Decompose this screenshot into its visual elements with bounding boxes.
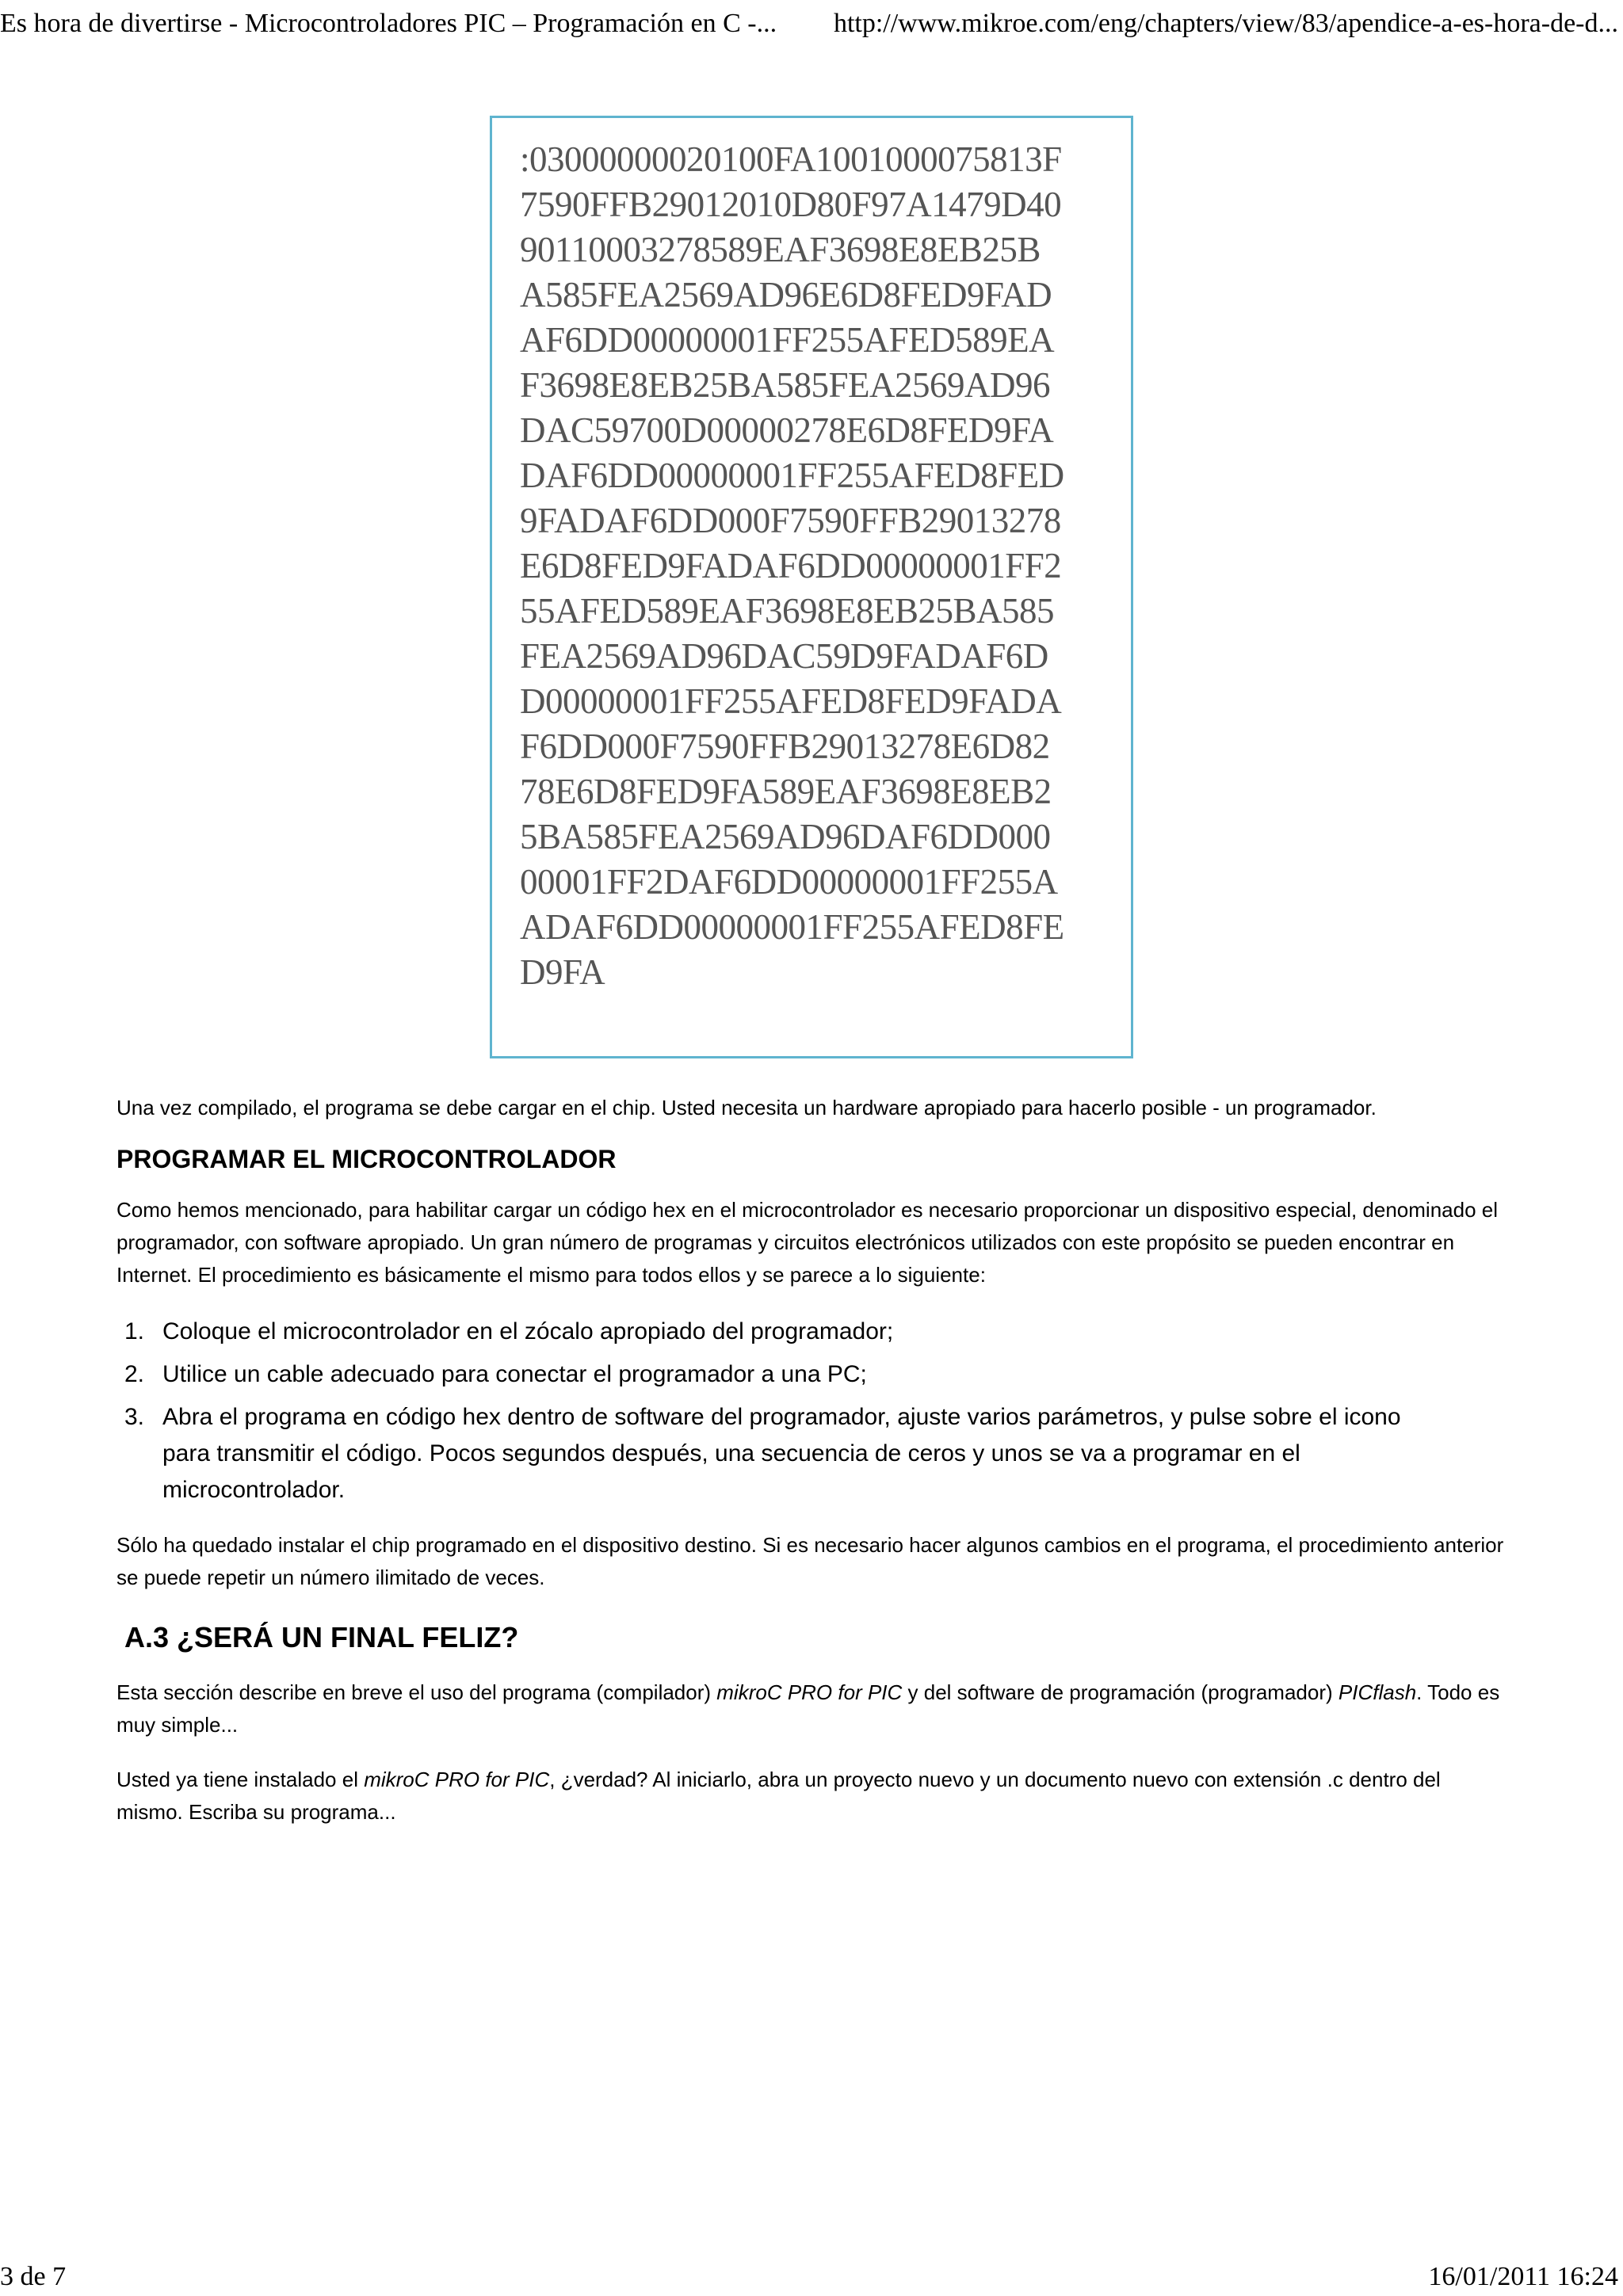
list-item (116, 1399, 1423, 1508)
hex-line: F3698E8EB25BA585FEA2569AD96 (520, 365, 1051, 405)
hex-line: 90110003278589EAF3698E8EB25B (520, 230, 1041, 269)
hex-line: DAC59700D00000278E6D8FED9FA (520, 410, 1054, 450)
mikroc-installed-paragraph (116, 1764, 1511, 1829)
mikroc-product-name: mikroC PRO for PIC (716, 1680, 903, 1704)
hex-line: 00001FF2DAF6DD00000001FF255A (520, 862, 1058, 902)
list-item-text: Utilice un cable adecuado para conectar el programador a una PC; (162, 1361, 867, 1387)
hex-line: ADAF6DD00000001FF255AFED8FE (520, 907, 1064, 947)
a3-heading: A.3 ¿SERÁ UN FINAL FELIZ? (124, 1621, 519, 1653)
hex-line: D00000001FF255AFED8FED9FADA (520, 681, 1062, 721)
section-heading: PROGRAMAR EL MICROCONTROLADOR (116, 1145, 617, 1173)
list-item (116, 1356, 1423, 1393)
hex-line: 7590FFB29012010D80F97A1479D40 (520, 185, 1062, 224)
hex-line: DAF6DD00000001FF255AFED8FED (520, 456, 1064, 495)
hex-line: AF6DD00000001FF255AFED589EA (520, 320, 1055, 360)
hex-line: E6D8FED9FADAF6DD00000001FF2 (520, 546, 1062, 585)
list-item-text: Coloque el microcontrolador en el zócalo apropiado del programador; (162, 1318, 894, 1344)
hex-code-image (490, 116, 1133, 1058)
compiled-paragraph: Una vez compilado, el programa se debe cargar en el chip. Usted necesita un hardware apropiado para hacerlo posible - un programador. (116, 1096, 1377, 1119)
steps-list (116, 1314, 1511, 1508)
hex-line: D9FA (520, 952, 605, 992)
hex-line: 5BA585FEA2569AD96DAF6DD000 (520, 817, 1051, 856)
section-desc-text: Esta sección describe en breve el uso del programa (compilador) (116, 1680, 717, 1704)
list-item-number: 3. (124, 1404, 145, 1430)
list-item (116, 1314, 1423, 1350)
hex-line: A585FEA2569AD96E6D8FED9FAD (520, 275, 1052, 315)
picflash-product-name: PICflash (1338, 1680, 1417, 1704)
page-title: Es hora de divertirse - Microcontroladores PIC – Programación en C -... (0, 9, 777, 38)
print-datetime: 16/01/2011 16:24 (1428, 2262, 1618, 2291)
list-item-text: Abra el programa en código hex dentro de software del programador, ajuste varios parámetros, y pulse sobre el icono para transmitir el código. Pocos segundos después, una secuencia de ceros y unos se va a programar en el microcontrolador. (162, 1404, 1401, 1503)
installed-text: Usted ya tiene instalado el (116, 1768, 365, 1791)
intro-paragraph: Como hemos mencionado, para habilitar cargar un código hex en el microcontrolador es necesario proporcionar un dispositivo especial, denominado el programador, con software apropiado. Un gran número de programas y circuitos electrónicos utilizados con este propósito se pueden encontrar en Internet. El procedimiento es básicamente el mismo para todos ellos y se parece a lo siguiente: (116, 1198, 1498, 1287)
article-content (116, 1092, 1511, 1829)
print-footer (0, 2258, 1623, 2296)
section-description-paragraph (116, 1676, 1511, 1741)
hex-line: 9FADAF6DD000F7590FFB29013278 (520, 501, 1061, 540)
list-item-number: 1. (124, 1318, 145, 1344)
section-desc-text: y del software de programación (programador) (902, 1680, 1338, 1704)
hex-line: F6DD000F7590FFB29013278E6D82 (520, 727, 1050, 766)
print-header (0, 0, 1623, 48)
hex-line: 78E6D8FED9FA589EAF3698E8EB2 (520, 772, 1052, 811)
hex-line: 55AFED589EAF3698E8EB25BA585 (520, 591, 1055, 631)
page-number: 3 de 7 (0, 2262, 67, 2291)
hex-line: FEA2569AD96DAC59D9FADAF6D (520, 636, 1048, 676)
installed-text: , ¿verdad? Al iniciarlo, abra un proyecto nuevo y un documento nuevo con extensión .c dentro del mismo. Escriba su programa... (116, 1768, 1441, 1824)
page-url: http://www.mikroe.com/eng/chapters/view/83/apendice-a-es-hora-de-d... (833, 9, 1618, 38)
installed-paragraph: Sólo ha quedado instalar el chip programado en el dispositivo destino. Si es necesario hacer algunos cambios en el programa, el procedimiento anterior se puede repetir un número ilimitado de veces. (116, 1533, 1504, 1589)
list-item-number: 2. (124, 1361, 145, 1387)
hex-line: :03000000020100FA1001000075813F (520, 139, 1062, 179)
section-desc-text: . Todo es muy simple... (116, 1680, 1500, 1737)
mikroc-product-name: mikroC PRO for PIC (364, 1768, 550, 1791)
hex-code-lines (520, 137, 1064, 995)
